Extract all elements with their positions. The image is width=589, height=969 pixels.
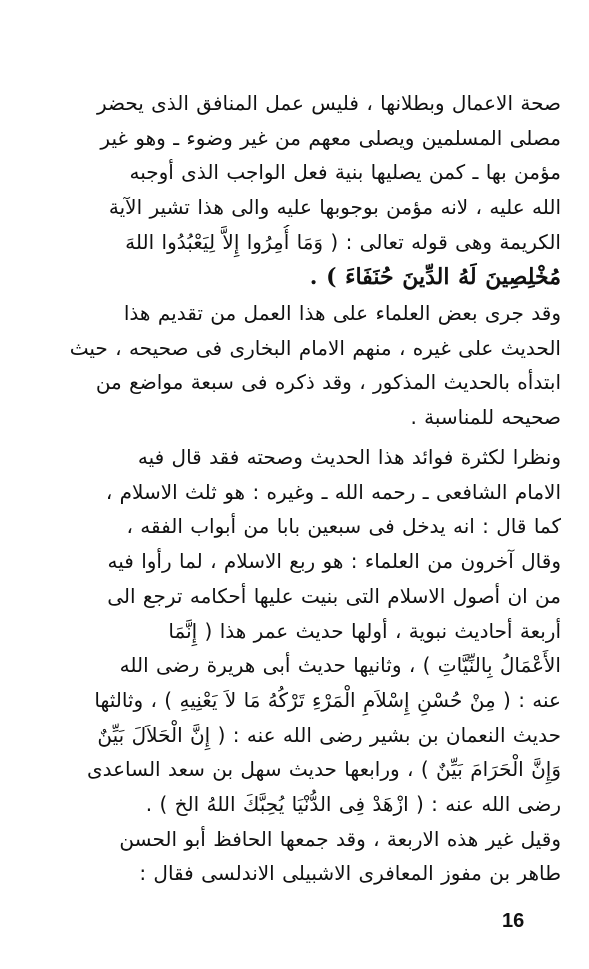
paragraph-2 bbox=[30, 296, 561, 435]
paragraph-1 bbox=[30, 86, 561, 294]
text-line: رضى الله عنه : ( ازْهَدْ فِى الدُّنْيَا يُحِبَّكَ اللهُ الخ ) . bbox=[145, 792, 561, 817]
text-line: وقد جرى بعض العلماء على هذا العمل من تقديم هذا bbox=[123, 301, 561, 325]
text-line: وقيل غير هذه الاربعة ، وقد جمعها الحافظ أبو الحسن bbox=[119, 826, 561, 851]
text-line: مؤمن بها ـ كمن يصليها بنية فعل الواجب الذى أوجبه bbox=[129, 160, 561, 185]
text-line: وقال آخرون من العلماء : هو ربع الاسلام ، لما رأوا فيه bbox=[107, 549, 561, 574]
text-line: الأَعْمَالُ بِالنِّيَّاتِ ) ، وثانيها حديث أبى هريرة رضى الله bbox=[119, 653, 561, 678]
text-line: طاهر بن مفوز المعافرى الاشبيلى الاندلسى فقال : bbox=[139, 861, 561, 886]
text-line: كما قال : انه يدخل فى سبعين بابا من أبواب الفقه ، bbox=[126, 514, 561, 539]
text-line: صحيحه للمناسبة . bbox=[410, 405, 561, 430]
text-line: ابتدأه بالحديث المذكور ، وقد ذكره فى سبعة مواضع من bbox=[95, 370, 561, 395]
text-line: الكريمة وهى قوله تعالى : ( وَمَا أُمِرُوا إِلاَّ لِيَعْبُدُوا اللهَ bbox=[125, 229, 561, 254]
text-line: ونظرا لكثرة فوائد هذا الحديث وصحته فقد قال فيه bbox=[137, 445, 561, 469]
text-line: الحديث على غيره ، منهم الامام البخارى فى صحيحه ، حيث bbox=[69, 335, 561, 360]
text-line: من ان أصول الاسلام التى بنيت عليها أحكامه ترجع الى bbox=[107, 583, 561, 608]
page-number: 16 bbox=[502, 910, 525, 932]
text-line: صحة الاعمال وبطلانها ، فليس عمل المنافق الذى يحضر bbox=[96, 91, 561, 115]
text-line: عنه : ( مِنْ حُسْنِ إِسْلاَمِ الْمَرْءِ تَرْكُهُ مَا لاَ يَعْنِيهِ ) ، وثالثها bbox=[94, 687, 561, 712]
text-line: مصلى المسلمين ويصلى معهم من غير وضوء ـ وهو غير bbox=[100, 125, 561, 150]
text-line: حديث النعمان بن بشير رضى الله عنه : ( إِنَّ الْحَلاَلَ بَيِّنٌ bbox=[97, 722, 561, 747]
text-line: أربعة أحاديث نبوية ، أولها حديث عمر هذا ( إِنَّمَا bbox=[168, 618, 561, 643]
paragraph-3 bbox=[30, 440, 561, 891]
text-line: الامام الشافعى ـ رحمه الله ـ وغيره : هو ثلث الاسلام ، bbox=[105, 479, 561, 504]
text-line: وَإِنَّ الْحَرَامَ بَيِّنٌ ) ، ورابعها حديث سهل بن سعد الساعدى bbox=[86, 757, 561, 782]
text-line: الله عليه ، لانه مؤمن بوجوبها عليه والى هذا تشير الآية bbox=[108, 195, 561, 220]
quran-verse-line: مُخْلِصِينَ لَهُ الدِّينَ حُنَفَاءَ ) . bbox=[309, 263, 561, 290]
